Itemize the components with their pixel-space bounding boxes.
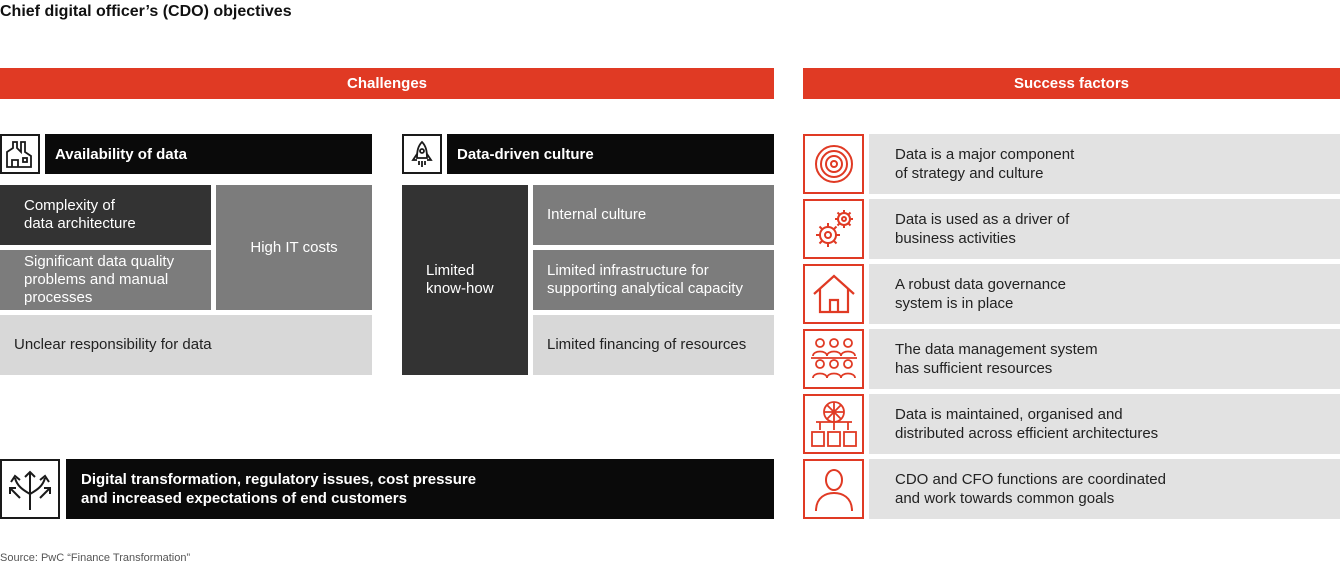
high-it-costs bbox=[216, 185, 372, 310]
limited-financing-label: Limited financing of resources bbox=[547, 336, 747, 353]
success-factor-5-label: Data is maintained, organised and distributed across efficient architectures bbox=[895, 406, 1159, 442]
internal-culture bbox=[533, 185, 774, 245]
limited-infrastructure bbox=[533, 250, 774, 310]
success-factor-6 bbox=[869, 459, 1340, 519]
network-icon bbox=[803, 394, 864, 454]
internal-culture-label: Internal culture bbox=[547, 206, 647, 223]
page-title: Chief digital officer’s (CDO) objectives bbox=[0, 3, 292, 20]
unclear-responsibility-label: Unclear responsibility for data bbox=[14, 336, 212, 353]
challenges-header: Challenges bbox=[0, 68, 774, 99]
rocket-icon bbox=[402, 134, 442, 174]
factory-icon bbox=[0, 134, 40, 174]
success-factor-3 bbox=[869, 264, 1340, 324]
limited-financing bbox=[533, 315, 774, 375]
success-factors-header: Success factors bbox=[803, 68, 1340, 99]
limited-know-how-label: Limited know-how bbox=[426, 262, 494, 297]
drivers-text: Digital transformation, regulatory issues, cost pressure and increased expectations of end customers bbox=[81, 471, 477, 507]
gears-icon bbox=[803, 199, 864, 259]
success-factor-2-label: Data is used as a driver of business activities bbox=[895, 211, 1070, 247]
drivers-bar bbox=[66, 459, 774, 519]
source-note: Source: PwC “Finance Transformation” bbox=[0, 552, 191, 564]
arrows-split-icon bbox=[0, 459, 60, 519]
person-icon bbox=[803, 459, 864, 519]
success-factor-1-label: Data is a major component of strategy and culture bbox=[895, 146, 1075, 182]
availability-of-data-header: Availability of data bbox=[45, 134, 372, 174]
success-factor-4 bbox=[869, 329, 1340, 389]
house-icon bbox=[803, 264, 864, 324]
limited-infrastructure-label: Limited infrastructure for supporting analytical capacity bbox=[547, 262, 743, 297]
limited-know-how bbox=[402, 185, 528, 375]
unclear-responsibility bbox=[0, 315, 372, 375]
success-factor-3-label: A robust data governance system is in place bbox=[895, 276, 1066, 312]
high-it-costs-label: High IT costs bbox=[250, 238, 338, 256]
data-driven-culture-header: Data-driven culture bbox=[447, 134, 774, 174]
success-factor-6-label: CDO and CFO functions are coordinated and work towards common goals bbox=[895, 471, 1166, 507]
data-quality-label: Significant data quality problems and manual processes bbox=[24, 253, 175, 306]
complexity-of-data-architecture bbox=[0, 185, 211, 245]
success-factor-1 bbox=[869, 134, 1340, 194]
success-factor-4-label: The data management system has sufficient resources bbox=[895, 341, 1098, 377]
target-icon bbox=[803, 134, 864, 194]
data-quality-problems bbox=[0, 250, 211, 310]
complexity-label: Complexity of data architecture bbox=[24, 197, 136, 232]
success-factor-5 bbox=[869, 394, 1340, 454]
team-icon bbox=[803, 329, 864, 389]
success-factor-2 bbox=[869, 199, 1340, 259]
